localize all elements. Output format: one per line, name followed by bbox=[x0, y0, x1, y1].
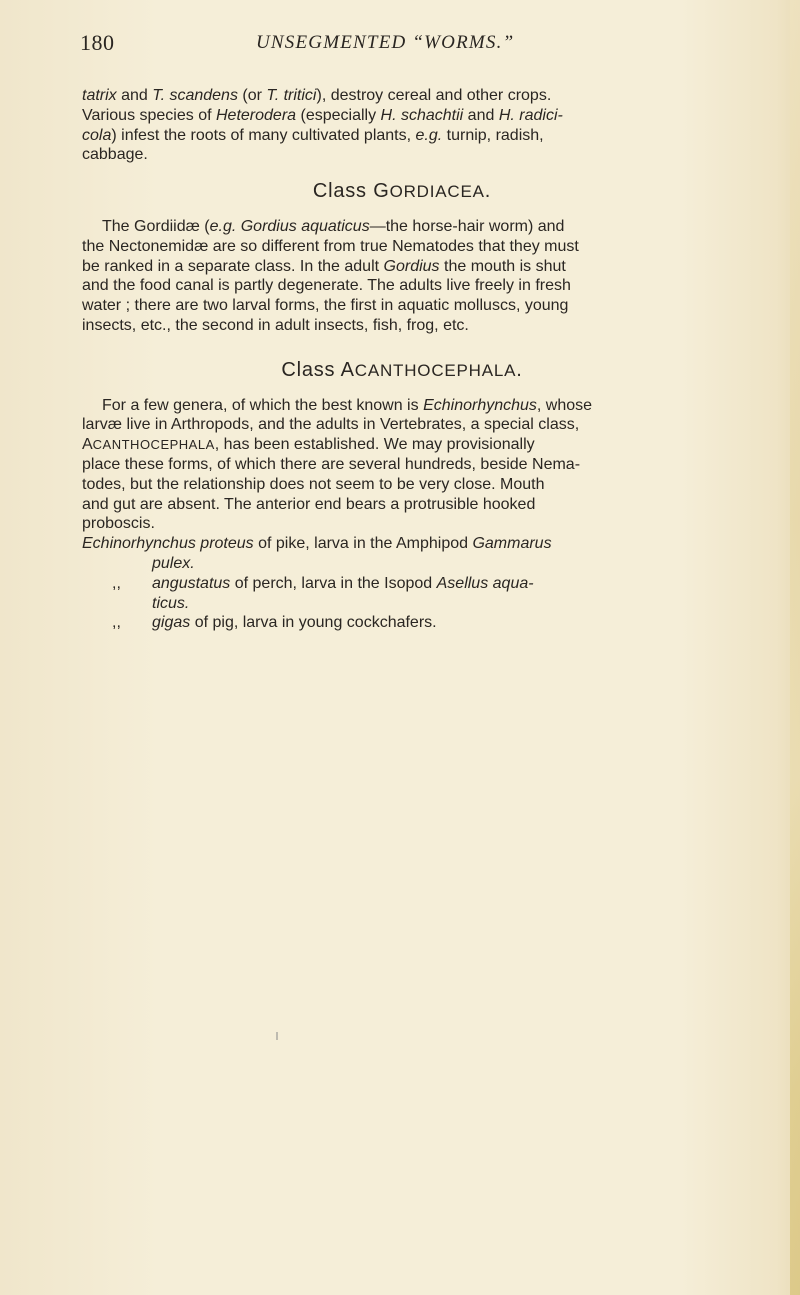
text-run: For a few genera, of which the best known is bbox=[102, 396, 424, 414]
heading-acanthocephala bbox=[82, 358, 722, 381]
species-name: ticus. bbox=[152, 594, 190, 612]
text-run: (especially bbox=[296, 106, 381, 124]
text-run: A bbox=[82, 436, 93, 454]
species-name: Gordius aquaticus bbox=[240, 217, 370, 235]
text-run: and bbox=[116, 87, 153, 104]
species-name: Echinorhynchus proteus bbox=[82, 535, 254, 553]
text-run: the Nectonemidæ are so different from true Nematodes that they must bbox=[82, 237, 579, 255]
species-name: Asellus aqua- bbox=[436, 574, 534, 592]
gordiacea-paragraph bbox=[82, 217, 722, 336]
abbreviation: e.g. bbox=[415, 126, 443, 144]
text-run: ) infest the roots of many cultivated plants, bbox=[111, 126, 416, 144]
species-name: H. radici- bbox=[498, 106, 563, 124]
text-run: water ; there are two larval forms, the first in aquatic molluscs, young bbox=[82, 297, 569, 315]
heading-small-caps: CANTHOCEPHALA bbox=[354, 360, 517, 380]
species-list-item bbox=[82, 613, 722, 633]
paper-blemish bbox=[276, 1032, 278, 1040]
intro-paragraph bbox=[82, 86, 722, 165]
text-run: proboscis. bbox=[82, 515, 155, 533]
heading-small-caps: ORDIACEA bbox=[389, 182, 485, 202]
text-run: Various species of bbox=[82, 106, 216, 124]
text-run: place these forms, of which there are several hundreds, beside Nema- bbox=[82, 455, 581, 473]
text-run: , whose bbox=[536, 396, 593, 414]
acanthocephala-paragraph bbox=[82, 396, 722, 535]
species-name: T. tritici bbox=[266, 87, 317, 104]
text-run: larvæ live in Arthropods, and the adults in Vertebrates, a special class, bbox=[82, 416, 580, 434]
species-name: pulex. bbox=[152, 554, 195, 572]
text-run: insects, etc., the second in adult insects, fish, frog, etc. bbox=[82, 316, 469, 334]
heading-text: Class A bbox=[281, 358, 355, 381]
species-name: tatrix bbox=[82, 87, 117, 104]
species-name: H. schachtii bbox=[380, 106, 464, 124]
text-run: , has been established. We may provisionally bbox=[214, 436, 535, 454]
ditto-mark: ,, bbox=[112, 574, 121, 592]
species-list-item bbox=[82, 574, 722, 614]
heading-text: Class G bbox=[312, 180, 390, 203]
genus-name: Gordius bbox=[383, 257, 440, 275]
running-title: UNSEGMENTED “WORMS.” bbox=[256, 32, 515, 53]
page-edge-stain bbox=[790, 0, 800, 1295]
heading-text: . bbox=[484, 180, 492, 203]
page-number: 180 bbox=[80, 30, 115, 55]
page-header bbox=[80, 30, 720, 60]
text-run: and the food canal is partly degenerate. The adults live freely in fresh bbox=[82, 277, 571, 295]
species-name: T. scandens bbox=[152, 87, 238, 104]
genus-name: Gammarus bbox=[472, 535, 552, 553]
text-run: and bbox=[463, 106, 499, 124]
species-name: gigas bbox=[152, 614, 191, 632]
species-name: cola bbox=[82, 126, 112, 144]
text-run: —the horse-hair worm) and bbox=[369, 217, 565, 235]
text-run: ), destroy cereal and other crops. bbox=[316, 87, 552, 104]
text-run: cabbage. bbox=[82, 146, 148, 164]
text-run: todes, but the relationship does not seem to be very close. Mouth bbox=[82, 475, 545, 493]
text-run: and gut are absent. The anterior end bears a protrusible hooked bbox=[82, 495, 536, 513]
heading-gordiacea bbox=[82, 182, 722, 202]
text-run: of pig, larva in young cockchafers. bbox=[190, 614, 437, 632]
genus-name: Echinorhynchus bbox=[423, 396, 537, 414]
text-run: The Gordiidæ ( bbox=[102, 217, 210, 235]
text-run: (or bbox=[237, 87, 267, 104]
genus-name: Heterodera bbox=[216, 106, 297, 124]
text-run: turnip, radish, bbox=[442, 126, 544, 144]
text-run: be ranked in a separate class. In the adult bbox=[82, 257, 384, 275]
page-body bbox=[82, 86, 722, 633]
ditto-mark: ,, bbox=[112, 614, 121, 632]
text-run: the mouth is shut bbox=[439, 257, 566, 275]
text-run: of perch, larva in the Isopod bbox=[230, 574, 437, 592]
text-run: of pike, larva in the Amphipod bbox=[253, 535, 473, 553]
heading-text: . bbox=[516, 358, 523, 381]
species-list-item bbox=[82, 534, 722, 574]
small-caps-term: CANTHOCEPHALA bbox=[92, 437, 215, 453]
species-name: angustatus bbox=[152, 574, 231, 592]
abbreviation: e.g. bbox=[209, 217, 237, 235]
